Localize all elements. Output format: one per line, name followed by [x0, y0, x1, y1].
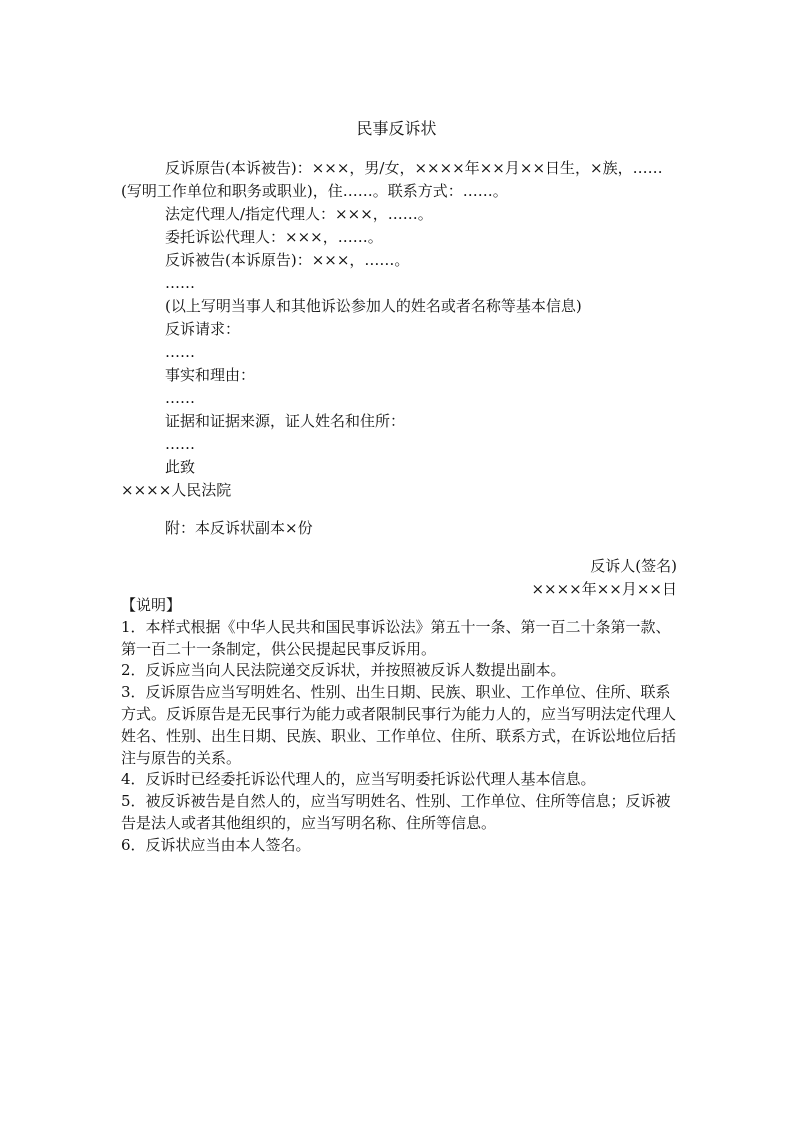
parties-ellipsis: …… — [165, 274, 195, 292]
spacer — [121, 502, 677, 517]
attachment-line: 附：本反诉状副本×份 — [165, 519, 313, 537]
note-item: 1．本样式根据《中华人民共和国民事诉讼法》第五十一条、第一百二十条第一款、第一百二十一条制定，供公民提起民事反诉用。 — [121, 617, 671, 658]
evidence-value: …… — [165, 435, 195, 453]
parties-note: (以上写明当事人和其他诉讼参加人的姓名或者名称等基本信息) — [165, 297, 582, 315]
counterclaim-plaintiff-paragraph: 反诉原告(本诉被告)：×××，男/女，××××年××月××日生，×族，……(写明工作单位和职务或职业)，住……。联系方式：……。 — [121, 159, 663, 200]
note-item: 2．反诉应当向人民法院递交反诉状，并按照被反诉人数提出副本。 — [121, 661, 566, 680]
facts-value: …… — [165, 389, 195, 407]
notes-section — [121, 595, 677, 857]
litigation-agent-line: 委托诉讼代理人：×××，……。 — [165, 228, 383, 246]
court-name: ××××人民法院 — [121, 481, 232, 499]
closing-salutation: 此致 — [165, 458, 196, 476]
note-item: 6．反诉状应当由本人签名。 — [121, 835, 311, 854]
spacer — [121, 540, 677, 555]
facts-label: 事实和理由： — [165, 366, 256, 384]
notes-heading: 【说明】 — [121, 596, 182, 614]
note-item: 5．被反诉被告是自然人的，应当写明姓名、性别、工作单位、住所等信息；反诉被告是法人或者其他组织的，应当写明名称、住所等信息。 — [121, 792, 671, 832]
evidence-label: 证据和证据来源，证人姓名和住所： — [165, 412, 406, 430]
signer-line: 反诉人(签名) — [590, 557, 677, 575]
document-body — [121, 157, 677, 601]
note-item: 4．反诉时已经委托诉讼代理人的，应当写明委托诉讼代理人基本信息。 — [121, 770, 596, 789]
document-title: 民事反诉状 — [356, 119, 437, 138]
legal-representative-line: 法定代理人/指定代理人：×××，……。 — [165, 205, 433, 223]
date-line: ××××年××月××日 — [531, 580, 677, 598]
claims-value: …… — [165, 343, 195, 361]
counterclaim-defendant-line: 反诉被告(本诉原告)：×××，……。 — [165, 251, 410, 269]
note-item: 3．反诉原告应当写明姓名、性别、出生日期、民族、职业、工作单位、住所、联系方式。反诉原告是无民事行为能力或者限制民事行为能力人的，应当写明法定代理人姓名、性别、出生日期、民族、职业、工作单位、住所、联系方式，在诉讼地位后括注与原告的关系。 — [121, 683, 677, 767]
claims-label: 反诉请求： — [165, 320, 241, 338]
